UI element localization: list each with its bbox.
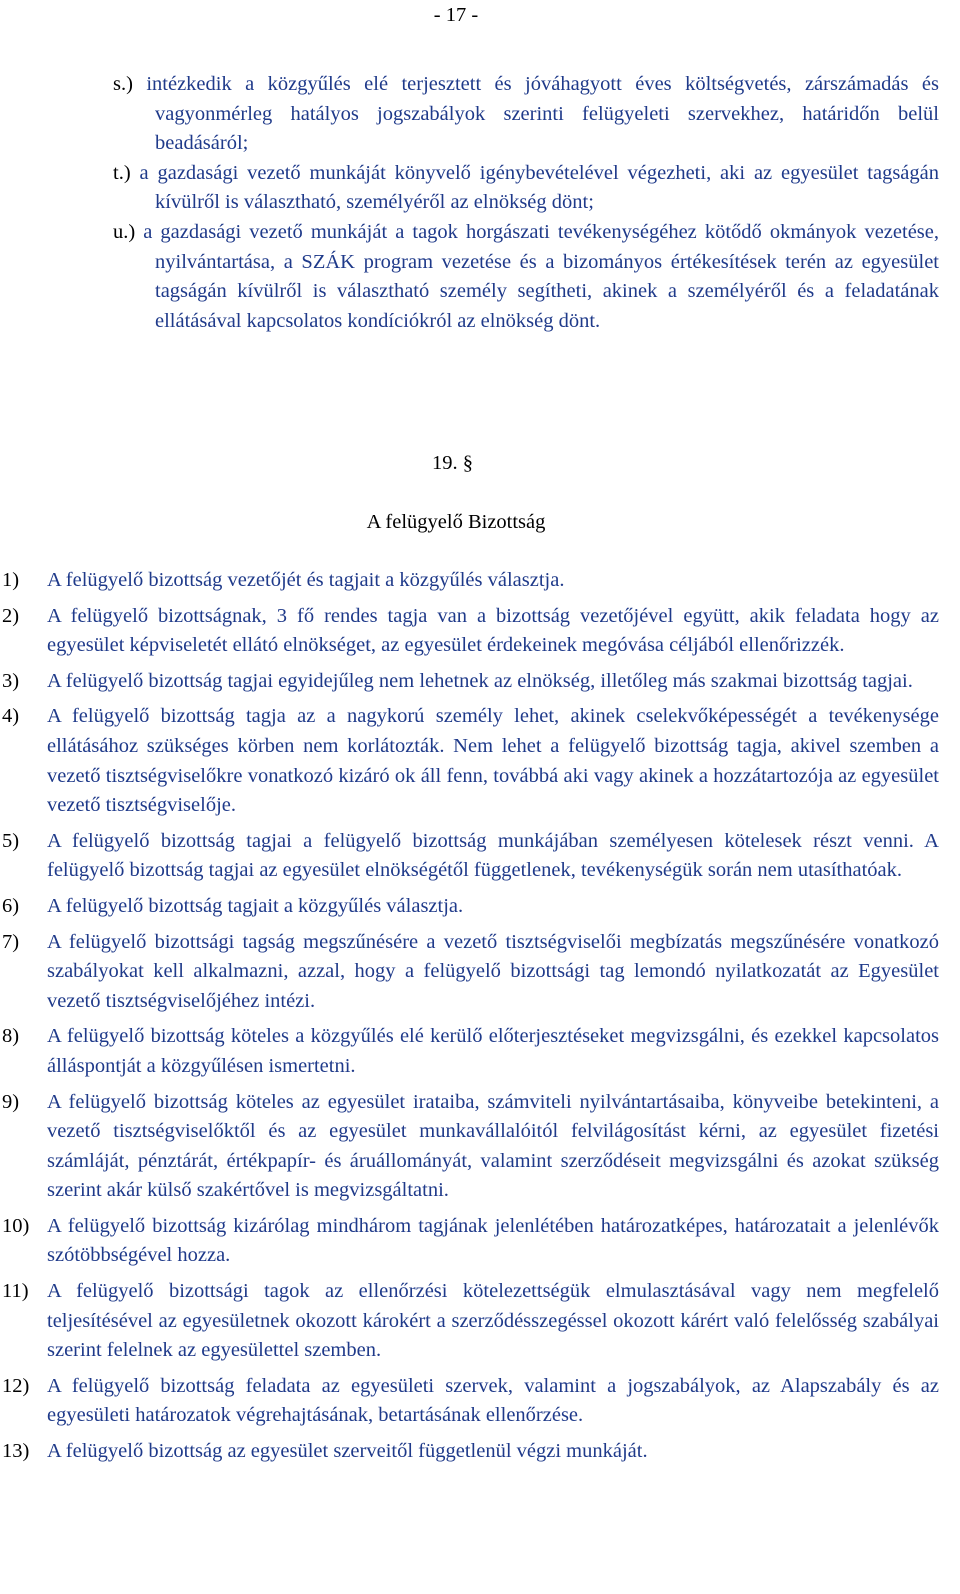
item-text: A felügyelő bizottság tagja az a nagykorú személy lehet, akinek cselekvőképességét a tevékenysége ellátásához szükséges körben nem korlátozták. Nem lehet a felügyelő bizottság tagja, akivel szemben a vezető tisztségviselőkre vonatkozó kizáró ok áll fenn, továbbá aki vagy akinek a hozzátartozója az egyesület vezető tisztségviselője. [47,705,939,817]
list-item-10 [0,1212,960,1271]
item-number: 1) [2,569,20,591]
list-item-1 [0,566,960,596]
item-number: 5) [2,829,20,852]
item-text: A felügyelő bizottság köteles az egyesület irataiba, számviteli nyilvántartásaiba, könyveibe betekinteni, a vezető tisztségviselőktől és az egyesület munkavállalóitól felvilágosítást kérni, az egyesület fizetési számláját, pénztárát, értékpapír- és áruállományát, valamint szerződéseit megvizsgálni és azokat szükség szerint akár külső szakértővel is megvizsgáltatni. [47,1090,939,1202]
item-number: 4) [2,705,20,728]
list-item-11 [0,1277,960,1366]
sub-item-list [0,70,960,336]
item-text: A felügyelő bizottság tagjai egyidejűleg nem lehetnek az elnökség, illetőleg más szakmai bizottság tagjai. [47,669,913,692]
item-text: A felügyelő bizottság tagjait a közgyűlés választja. [47,894,464,917]
list-item-5 [0,827,960,886]
item-number: 12) [2,1374,30,1397]
item-text: a gazdasági vezető munkáját a tagok horgászati tevékenységéhez kötődő okmányok vezetése, nyilvántartása, a SZÁK program vezetése és a bizományos értékesítések terén az egyesület tagságán kívülről is választható személy segítheti, akinek a személyéről és a feladatának ellátásával kapcsolatos kondíciókról az elnökség dönt. [143,220,939,332]
numbered-list [0,566,960,1473]
item-text: A felügyelő bizottság az egyesület szerveitől függetlenül végzi munkáját. [47,1440,648,1463]
item-text: a gazdasági vezető munkáját könyvelő igénybevételével végezheti, aki az egyesület tagságán kívülről is választható, személyéről az elnökség dönt; [139,161,939,214]
list-item-7 [0,928,960,1017]
page-number: - 17 - [433,4,479,26]
item-text: A felügyelő bizottság feladata az egyesületi szervek, valamint a jogszabályok, az Alapszabály és az egyesületi határozatok végrehajtásának, betartásának ellenőrzése. [47,1374,939,1427]
item-number: 8) [2,1025,20,1048]
list-item-t [0,159,960,218]
item-text: A felügyelő bizottság tagjai a felügyelő bizottság munkájában személyesen kötelesek részt venni. A felügyelő bizottság tagjai az egyesület elnökségétől függetlenek, tevékenységük során nem utasíthatóak. [47,829,939,882]
item-text: A felügyelő bizottságnak, 3 fő rendes tagja van a bizottság vezetőjével együtt, akik feladata hogy az egyesület képviseletét ellátó elnökséget, az egyesület érdekeinek megóvása céljából ellenőrizzék. [47,604,939,657]
item-number: 7) [2,930,20,953]
item-text: A felügyelő bizottsági tagok az ellenőrzési kötelezettségük elmulasztásával vagy nem megfelelő teljesítésével az egyesületnek okozott károkért a szerződésszegéssel okozott kárért való felelősség szabályai szerint felelnek az egyesülettel szemben. [47,1280,939,1362]
item-marker: u.) [113,220,144,243]
list-item-9 [0,1088,960,1206]
section-number: 19. § [432,452,473,474]
item-text: A felügyelő bizottsági tagság megszűnésére a vezető tisztségviselői megbízatás megszűnésére vonatkozó szabályokat kell alkalmazni, azzal, hogy a felügyelő bizottsági tag lemondó nyilatkozatát az Egyesület vezető tisztségviselőjéhez intézi. [47,930,939,1012]
item-text: A felügyelő bizottság kizárólag mindhárom tagjának jelenlétében határozatképes, határozatait a jelenlévők szótöbbségével hozza. [47,1214,939,1267]
item-number: 3) [2,669,20,692]
list-item-13 [0,1437,960,1467]
item-text: A felügyelő bizottság köteles a közgyűlés elé kerülő előterjesztéseket megvizsgálni, és ezekkel kapcsolatos álláspontját a közgyűlésen ismertetni. [47,1025,939,1077]
list-item-s [0,70,960,159]
item-number: 13) [2,1440,30,1463]
item-number: 2) [2,604,20,627]
item-number: 9) [2,1090,20,1113]
list-item-12 [0,1372,960,1431]
list-item-4 [0,702,960,820]
item-marker: s.) [113,73,147,95]
section-title: A felügyelő Bizottság [366,511,546,533]
item-text: intézkedik a közgyűlés elé terjesztett és jóváhagyott éves költségvetés, zárszámadás és vagyonmérleg hatályos jogszabályok szerinti felügyeleti szervekhez, határidőn belül beadásáról; [146,73,939,155]
item-text: A felügyelő bizottság vezetőjét és tagjait a közgyűlés választja. [47,569,565,591]
list-item-3 [0,667,960,697]
item-number: 10) [2,1214,30,1237]
list-item-8 [0,1022,960,1081]
item-number: 6) [2,894,20,917]
list-item-6 [0,892,960,922]
item-number: 11) [2,1280,29,1303]
item-marker: t.) [113,161,140,184]
list-item-u [0,218,960,336]
list-item-2 [0,602,960,661]
